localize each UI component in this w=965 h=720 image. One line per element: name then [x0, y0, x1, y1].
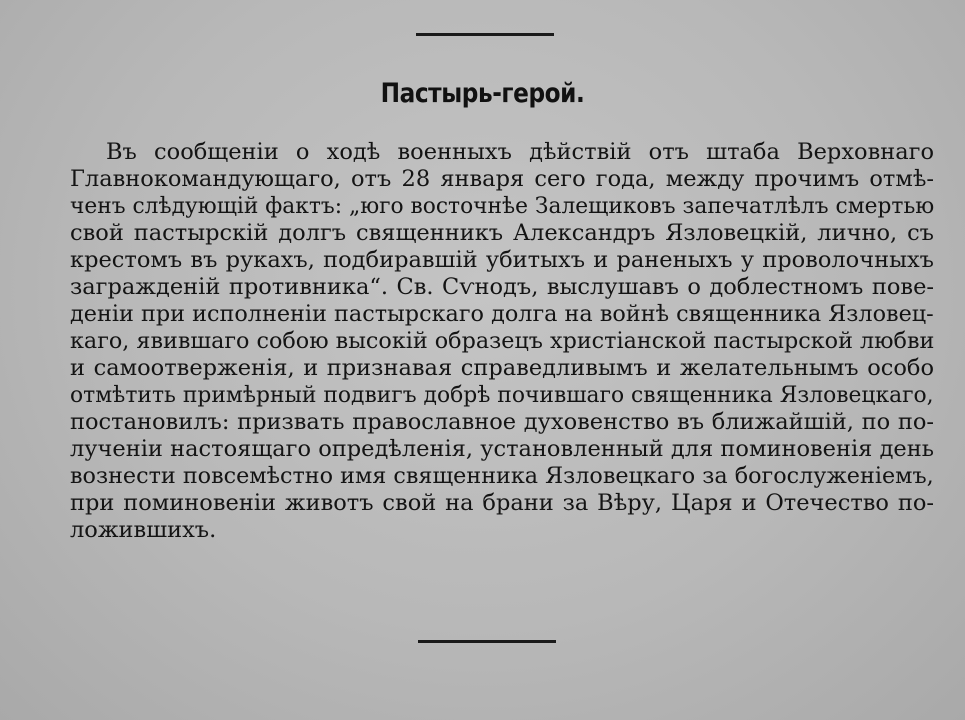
article-line-8: каго, явившаго собою высокій образецъ христіанской пастырской любви	[70, 328, 935, 354]
article-line-14: при поминовеніи животъ свой на брани за Вѣру, Царя и Отечество по-	[70, 490, 934, 516]
bottom-divider-rule	[418, 640, 556, 643]
article-line-13: вознести повсемѣстно имя священника Язловецкаго за богослуженіемъ,	[70, 463, 934, 489]
article-line-3: ченъ слѣдующій фактъ: „юго восточнѣе Залещиковъ запечатлѣлъ смертью	[70, 193, 935, 219]
article-line-9: и самоотверженія, и признавая справедливымъ и желательнымъ особо	[70, 355, 934, 381]
article-line-7: деніи при исполненіи пастырскаго долга на войнѣ священника Язловец-	[70, 301, 934, 327]
article-line-1: Въ сообщеніи о ходѣ военныхъ дѣйствій отъ штаба Верховнаго	[106, 139, 934, 165]
top-divider-rule	[416, 33, 554, 36]
article-line-10: отмѣтить примѣрный подвигъ добрѣ почившаго священника Язловецкаго,	[70, 382, 934, 408]
article-line-2: Главнокомандующаго, отъ 28 января сего года, между прочимъ отмѣ-	[70, 166, 934, 192]
article-line-12: лученіи настоящаго опредѣленія, установленный для поминовенія день	[70, 436, 934, 462]
article-line-11: постановилъ: призвать православное духовенство въ ближайшій, по по-	[70, 409, 934, 435]
article-line-15: ложившихъ.	[70, 517, 217, 543]
article-title: Пастырь-герой.	[380, 78, 585, 109]
article-line-6: загражденій противника“. Св. Сѵнодъ, выслушавъ о доблестномъ пове-	[70, 274, 934, 300]
article-line-5: крестомъ въ рукахъ, подбиравшій убитыхъ и раненыхъ у проволочныхъ	[70, 247, 934, 273]
article-line-4: свой пастырскій долгъ священникъ Александръ Язловецкій, лично, съ	[70, 220, 934, 246]
